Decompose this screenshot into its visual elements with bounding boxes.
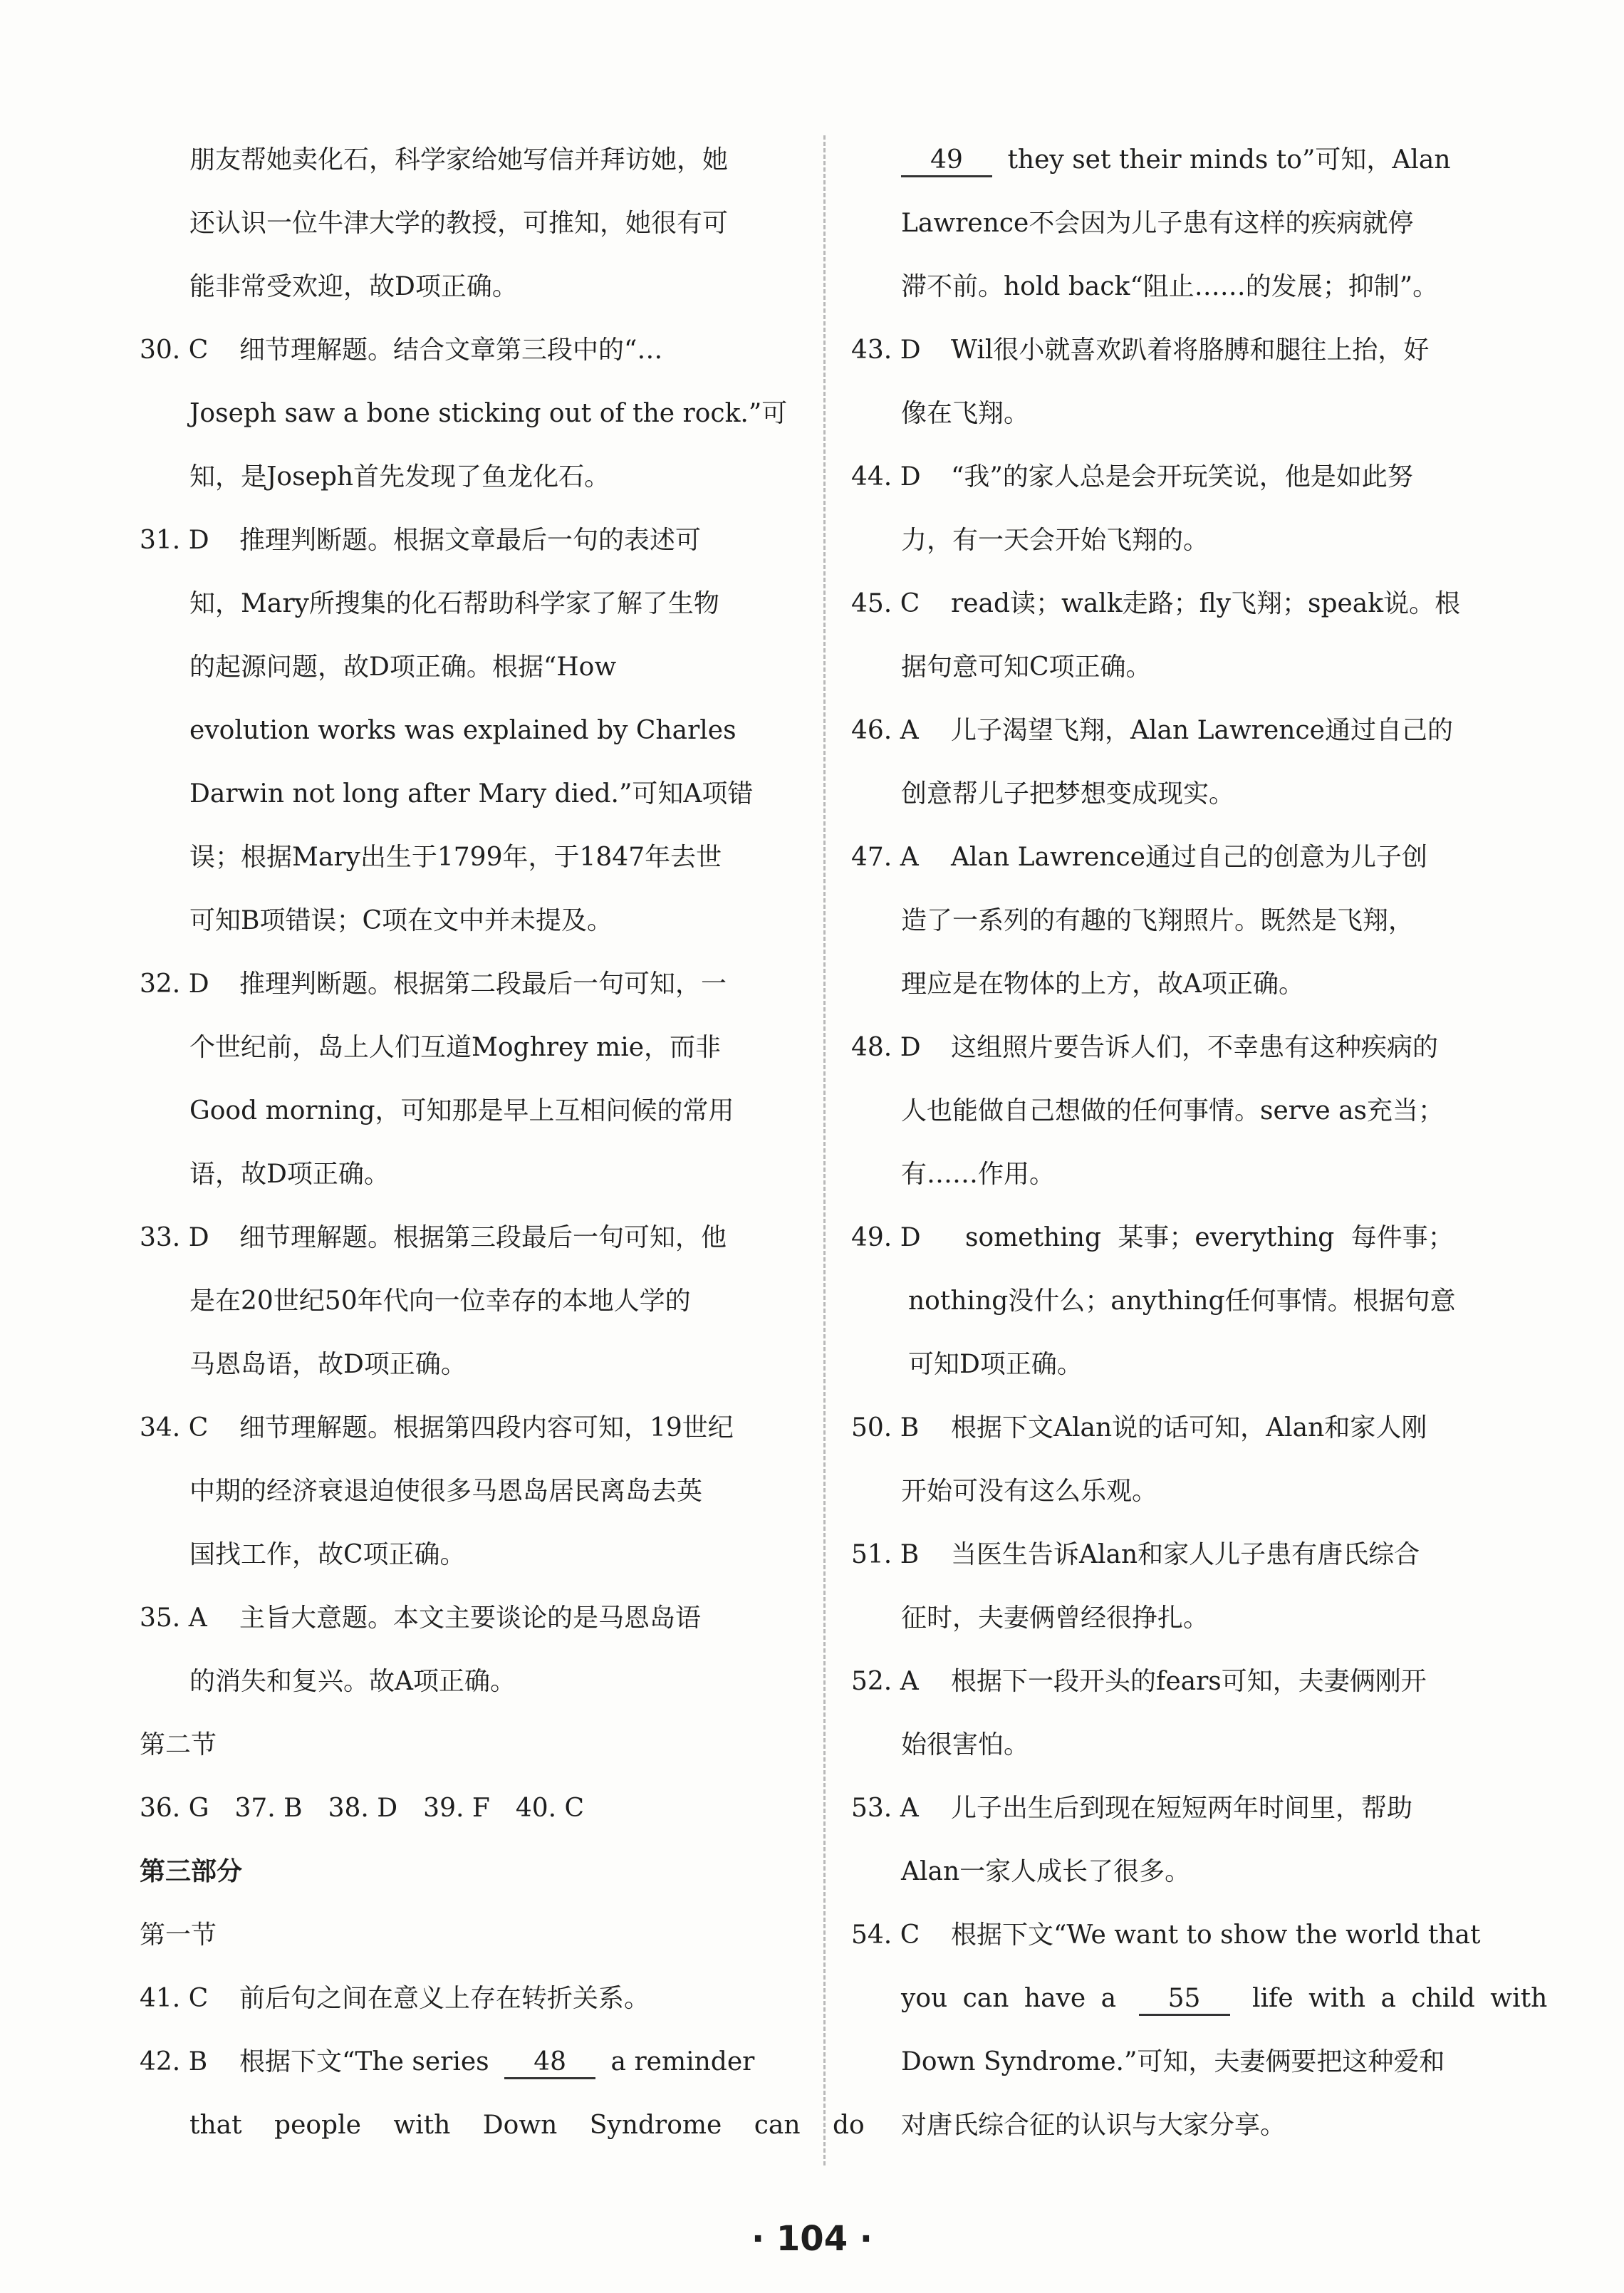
answer-number: 34. C xyxy=(140,1413,209,1442)
text-line: 征时，夫妻俩曾经很挣扎。 xyxy=(901,1603,1209,1633)
answer-number: 50. B xyxy=(851,1413,920,1442)
answer-41 xyxy=(140,1967,795,2030)
text-fragment: 根据下文“The series xyxy=(239,2047,489,2076)
answer-42-continuation xyxy=(851,128,1506,318)
answer-50 xyxy=(851,1396,1506,1523)
text-line: Alan一家人成长了很多。 xyxy=(901,1857,1191,1886)
page-number: · 104 · xyxy=(751,2219,873,2259)
fill-blank: 55 xyxy=(1139,1984,1230,2016)
text-line: 力，有一天会开始飞翔的。 xyxy=(901,526,1209,555)
answer-number: 49. D xyxy=(851,1223,921,1252)
answer-number: 51. B xyxy=(851,1540,920,1569)
answer-number: 41. C xyxy=(140,1984,209,2013)
text-line: 造了一系列的有趣的飞翔照片。既然是飞翔， xyxy=(901,906,1415,935)
text-line: 据句意可知C项正确。 xyxy=(901,652,1152,682)
text-line: 根据下文“We want to show the world that xyxy=(951,1920,1481,1950)
text-line: Alan Lawrence通过自己的创意为儿子创 xyxy=(951,843,1427,872)
text-line: 根据下文Alan说的话可知，Alan和家人刚 xyxy=(951,1413,1427,1442)
answer-52 xyxy=(851,1650,1506,1777)
answer-53 xyxy=(851,1777,1506,1903)
answer-number: 30. C xyxy=(140,336,209,365)
text-line: 语，故D项正确。 xyxy=(189,1160,390,1189)
text-line: 人也能做自己想做的任何事情。serve as充当； xyxy=(901,1096,1445,1125)
text-line: 中期的经济衰退迫使很多马恩岛居民离岛去英 xyxy=(189,1477,703,1506)
answers-36-40: 36. G 37. B 38. D 39. F 40. C xyxy=(140,1794,585,1823)
answer-54 xyxy=(851,1903,1548,2157)
text-line: 马恩岛语，故D项正确。 xyxy=(189,1350,467,1379)
text-line: something 某事；everything 每件事； xyxy=(965,1223,1454,1252)
answer-29-continuation xyxy=(140,128,795,318)
text-line: 能非常受欢迎，故D项正确。 xyxy=(189,272,518,301)
section-heading: 第一节 xyxy=(140,1920,217,1950)
answer-45 xyxy=(851,572,1506,699)
text-fragment: you can have a xyxy=(901,1984,1117,2013)
text-line: 始很害怕。 xyxy=(901,1730,1030,1759)
text-line: 知，是Joseph首先发现了鱼龙化石。 xyxy=(189,462,610,492)
text-line xyxy=(901,1967,1548,2030)
answer-number: 52. A xyxy=(851,1667,919,1696)
text-line: read读；walk走路；fly飞翔；speak说。根 xyxy=(951,589,1461,618)
text-line: 当医生告诉Alan和家人儿子患有唐氏综合 xyxy=(951,1540,1420,1569)
answer-35 xyxy=(140,1586,795,1713)
answer-number: 31. D xyxy=(140,526,209,555)
answer-42 xyxy=(140,2030,865,2157)
answer-number: 32. D xyxy=(140,969,209,999)
answer-46 xyxy=(851,699,1506,826)
text-line: 可知B项错误；C项在文中并未提及。 xyxy=(189,906,613,935)
text-line xyxy=(851,128,1506,192)
answer-43 xyxy=(851,318,1506,445)
text-line: 是在20世纪50年代向一位幸存的本地人学的 xyxy=(189,1286,691,1316)
text-fragment: life with a child with xyxy=(1252,1984,1548,2013)
answer-30 xyxy=(140,318,795,509)
text-line: 这组照片要告诉人们，不幸患有这种疾病的 xyxy=(951,1033,1439,1062)
answer-number: 53. A xyxy=(851,1794,919,1823)
answer-number: 48. D xyxy=(851,1033,921,1062)
text-line: 前后句之间在意义上存在转折关系。 xyxy=(239,1984,650,2013)
text-line: 国找工作，故C项正确。 xyxy=(189,1540,466,1569)
text-line: that people with Down Syndrome can do xyxy=(189,2111,865,2140)
text-line xyxy=(239,2030,795,2094)
text-line: Wil很小就喜欢趴着将胳膊和腿往上抬，好 xyxy=(951,336,1430,365)
answer-51 xyxy=(851,1523,1506,1650)
text-line: Lawrence不会因为儿子患有这样的疾病就停 xyxy=(901,209,1414,238)
text-line: 可知D项正确。 xyxy=(908,1350,1083,1379)
text-line: Darwin not long after Mary died.”可知A项错 xyxy=(189,779,754,808)
text-line: 主旨大意题。本文主要谈论的是马恩岛语 xyxy=(239,1603,702,1633)
fill-blank: 49 xyxy=(901,145,992,177)
text-line: 创意帮儿子把梦想变成现实。 xyxy=(901,779,1235,808)
text-line: 理应是在物体的上方，故A项正确。 xyxy=(901,969,1304,999)
answer-31 xyxy=(140,509,795,952)
answer-34 xyxy=(140,1396,795,1586)
text-line: 知，Mary所搜集的化石帮助科学家了解了生物 xyxy=(189,589,719,618)
text-line: Good morning，可知那是早上互相问候的常用 xyxy=(189,1096,734,1125)
text-line: 像在飞翔。 xyxy=(901,399,1030,428)
left-column xyxy=(140,128,865,2157)
text-line: 个世纪前，岛上人们互道Moghrey mie，而非 xyxy=(189,1033,722,1062)
fill-blank: 48 xyxy=(504,2047,595,2079)
answer-47 xyxy=(851,826,1506,1016)
text-line: nothing没什么；anything任何事情。根据句意 xyxy=(908,1286,1456,1316)
answer-48 xyxy=(851,1016,1506,1206)
answer-number: 33. D xyxy=(140,1223,209,1252)
answer-number: 43. D xyxy=(851,336,921,365)
text-line: Down Syndrome.”可知，夫妻俩要把这种爱和 xyxy=(901,2047,1445,2076)
text-line: 推理判断题。根据文章最后一句的表述可 xyxy=(239,526,702,555)
text-line: 还认识一位牛津大学的教授，可推知，她很有可 xyxy=(189,209,729,238)
answer-number: 35. A xyxy=(140,1603,207,1633)
text-line: 细节理解题。根据第三段最后一句可知，他 xyxy=(239,1223,727,1252)
text-line: evolution works was explained by Charles xyxy=(189,716,736,745)
text-line: 儿子出生后到现在短短两年时间里，帮助 xyxy=(951,1794,1413,1823)
text-line: 推理判断题。根据第二段最后一句可知，一 xyxy=(239,969,727,999)
text-line: 的起源问题，故D项正确。根据“How xyxy=(189,652,617,682)
text-line: 细节理解题。根据第四段内容可知，19世纪 xyxy=(239,1413,734,1442)
text-line: 细节理解题。结合文章第三段中的“… xyxy=(239,336,663,365)
answer-44 xyxy=(851,445,1506,572)
answer-number: 54. C xyxy=(851,1920,920,1950)
text-line: 开始可没有这么乐观。 xyxy=(901,1477,1158,1506)
text-fragment: a reminder xyxy=(610,2047,755,2076)
text-line: “我”的家人总是会开玩笑说，他是如此努 xyxy=(951,462,1413,492)
column-divider xyxy=(823,135,826,2165)
text-line: 儿子渴望飞翔，Alan Lawrence通过自己的 xyxy=(951,716,1453,745)
text-line: 朋友帮她卖化石，科学家给她写信并拜访她，她 xyxy=(189,145,729,175)
text-line: 有……作用。 xyxy=(901,1160,1056,1189)
text-line: Joseph saw a bone sticking out of the rock.”可 xyxy=(189,399,788,428)
text-fragment: they set their minds to”可知，Alan xyxy=(1007,145,1451,175)
answer-number: 47. A xyxy=(851,843,919,872)
answer-number: 46. A xyxy=(851,716,919,745)
answer-number: 42. B xyxy=(140,2047,208,2076)
part-heading: 第三部分 xyxy=(140,1856,243,1886)
text-line: 根据下一段开头的fears可知，夫妻俩刚开 xyxy=(951,1667,1427,1696)
section-heading: 第二节 xyxy=(140,1730,217,1759)
text-line: 滞不前。hold back“阻止……的发展；抑制”。 xyxy=(901,272,1439,301)
answer-32 xyxy=(140,952,795,1206)
answer-number: 45. C xyxy=(851,589,920,618)
answer-33 xyxy=(140,1206,795,1396)
answer-number: 44. D xyxy=(851,462,921,492)
text-line: 对唐氏综合征的认识与大家分享。 xyxy=(901,2111,1286,2140)
answer-49 xyxy=(851,1206,1506,1396)
right-column xyxy=(851,128,1548,2157)
text-line: 误；根据Mary出生于1799年，于1847年去世 xyxy=(189,843,722,872)
text-line: 的消失和复兴。故A项正确。 xyxy=(189,1667,516,1696)
